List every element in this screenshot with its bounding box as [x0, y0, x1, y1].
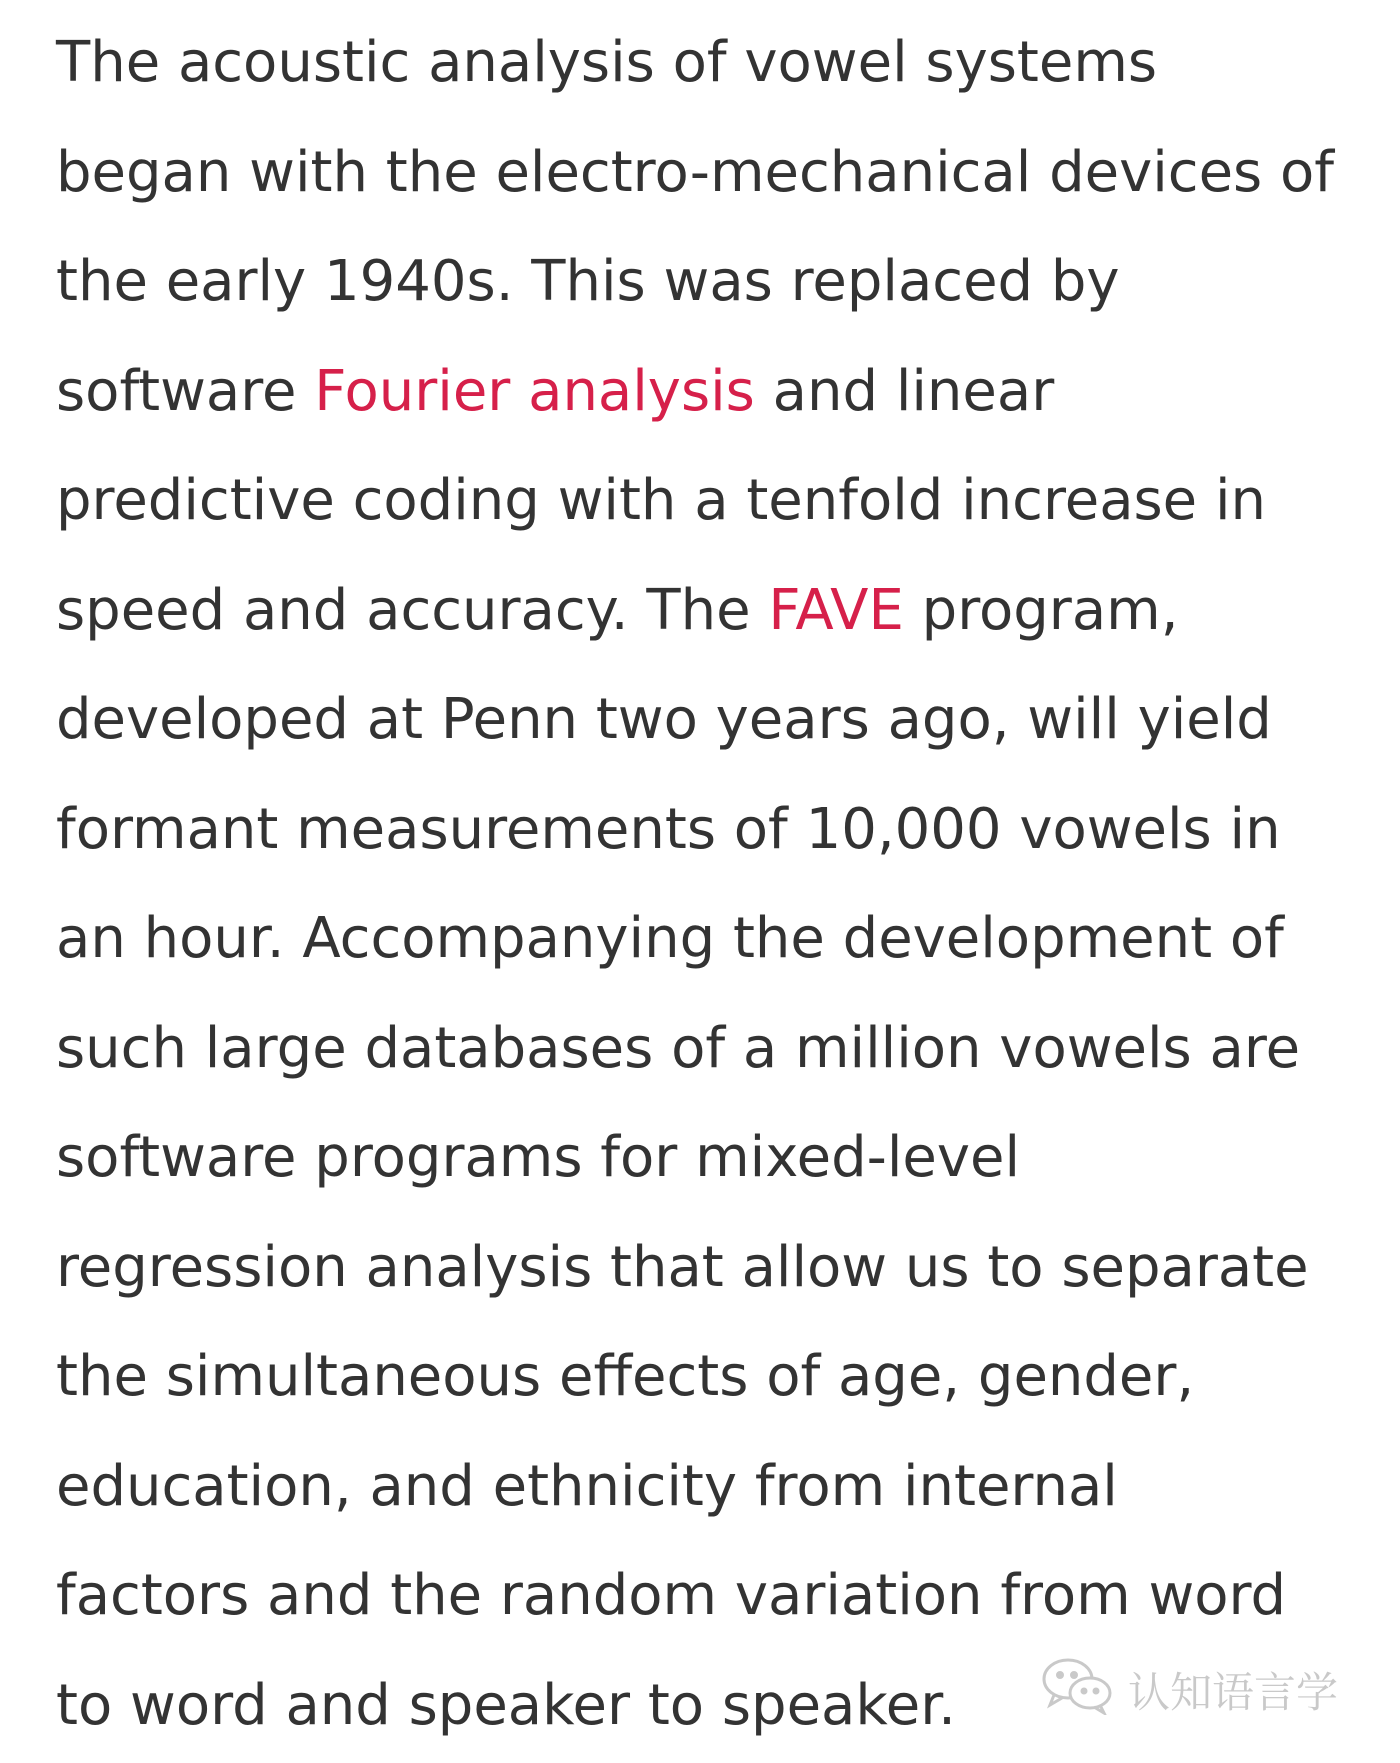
article-paragraph: [56, 8, 1376, 1760]
text-line-13: the simultaneous effects of age, gender,: [56, 1344, 1195, 1409]
text-line-10: such large databases of a million vowels are: [56, 1015, 1301, 1081]
text-segment: speed and accuracy. The: [56, 577, 769, 643]
text-line-9: an hour. Accompanying the development of: [56, 906, 1284, 971]
fourier-analysis-link[interactable]: Fourier analysis: [314, 358, 755, 424]
text-segment: program,: [903, 577, 1179, 643]
text-line-3: the early 1940s. This was replaced by: [56, 249, 1120, 314]
text-line-12: regression analysis that allow us to separate: [56, 1234, 1309, 1300]
text-line-2: began with the electro-mechanical devices of: [56, 139, 1334, 205]
text-line-6: [56, 556, 1376, 666]
watermark-label: 认知语言学: [1128, 1668, 1339, 1717]
fave-link[interactable]: FAVE: [768, 577, 904, 643]
text-line-11: software programs for mixed-level: [56, 1125, 1021, 1190]
text-segment: and linear: [754, 358, 1055, 424]
text-segment: software: [56, 358, 315, 424]
text-line-5: predictive coding with a tenfold increase in: [56, 468, 1266, 533]
text-line-1: The acoustic analysis of vowel systems: [56, 30, 1158, 95]
text-line-4: [56, 337, 1376, 447]
text-line-8: formant measurements of 10,000 vowels in: [56, 796, 1281, 862]
wechat-icon: [1040, 1655, 1114, 1725]
text-line-14: education, and ethnicity from internal: [56, 1453, 1118, 1519]
watermark: [1040, 1650, 1338, 1730]
text-line-16: to word and speaker to speaker.: [56, 1672, 956, 1738]
text-line-7: developed at Penn two years ago, will yield: [56, 687, 1272, 752]
text-line-15: factors and the random variation from word: [56, 1563, 1287, 1628]
